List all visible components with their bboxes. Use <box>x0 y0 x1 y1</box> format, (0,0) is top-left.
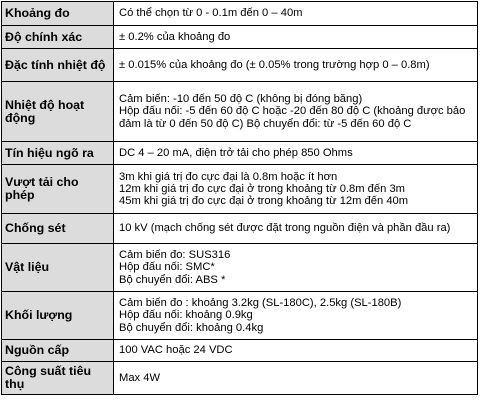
row-value <box>114 142 478 165</box>
value-line: Cảm biến đo : khoảng 3.2kg (SL-180C), 2.5kg (SL-180B) <box>119 297 402 310</box>
row-value <box>114 292 478 340</box>
row-label: Tín hiệu ngõ ra <box>2 142 114 165</box>
value-line: Hộp đấu nối: khoảng 0.9kg <box>119 309 253 322</box>
row-label: Chống sét <box>2 214 114 244</box>
table-row <box>2 142 478 165</box>
row-value <box>114 49 478 82</box>
row-label: Vượt tải cho phép <box>2 165 114 214</box>
row-label: Khối lượng <box>2 292 114 340</box>
row-label: Công suất tiêu thụ <box>2 362 114 395</box>
table-row <box>2 82 478 142</box>
table-row <box>2 26 478 49</box>
row-value <box>114 214 478 244</box>
row-value <box>114 82 478 142</box>
row-label: Độ chính xác <box>2 26 114 49</box>
value-line: DC 4 – 20 mA, điện trở tải cho phép 850 Ohms <box>119 146 353 159</box>
row-value <box>114 340 478 362</box>
value-line: Cảm biến đo: SUS316 <box>119 249 231 262</box>
value-line: 10 kV (mạch chống sét được đặt trong nguồn điện và phần đầu ra) <box>119 222 451 235</box>
value-line: Hộp đấu nối: -5 đến 60 độ C hoặc -20 đến 80 độ C (khoảng được bảo đảm là từ 0 đến 50 độ C) Bộ chuyển đổi: từ -5 đến 60 độ C <box>119 105 466 130</box>
row-value <box>114 165 478 214</box>
row-label: Nguồn cấp <box>2 340 114 362</box>
table-row <box>2 292 478 340</box>
table-row <box>2 49 478 82</box>
value-line: Có thể chọn từ 0 - 0.1m đến 0 – 40m <box>119 7 303 20</box>
value-line: Hộp đấu nối: SMC* <box>119 261 215 274</box>
table-row <box>2 244 478 292</box>
value-line: ± 0.2% của khoảng đo <box>119 30 231 43</box>
spec-table <box>1 1 478 395</box>
table-row <box>2 340 478 362</box>
row-label: Khoảng đo <box>2 2 114 26</box>
value-line: Max 4W <box>119 371 161 384</box>
table-row <box>2 2 478 26</box>
value-line: 45m khi giá trị đo cực đại ở trong khoảng từ 12m đến 40m <box>119 195 409 208</box>
value-line: Cảm biến: -10 đến 50 độ C (không bị đóng băng) <box>119 93 363 106</box>
row-value <box>114 26 478 49</box>
row-label: Nhiệt độ hoạt động <box>2 82 114 142</box>
value-line: 3m khi giá trị đo cực đại là 0.8m hoặc ít hơn <box>119 170 338 183</box>
row-value <box>114 2 478 26</box>
table-row <box>2 214 478 244</box>
row-value <box>114 244 478 292</box>
row-label: Đặc tính nhiệt độ <box>2 49 114 82</box>
row-value <box>114 362 478 395</box>
table-row <box>2 165 478 214</box>
table-row <box>2 362 478 395</box>
value-line: 100 VAC hoặc 24 VDC <box>119 344 233 357</box>
row-label: Vật liệu <box>2 244 114 292</box>
value-line: 12m khi giá trị đo cực đại ở trong khoảng từ 0.8m đến 3m <box>119 182 405 195</box>
value-line: Bộ chuyển đổi: khoảng 0.4kg <box>119 321 264 334</box>
value-line: Bộ chuyển đổi: ABS * <box>119 273 226 286</box>
value-line: ± 0.015% của khoảng đo (± 0.05% trong trường hợp 0 – 0.8m) <box>119 58 430 71</box>
